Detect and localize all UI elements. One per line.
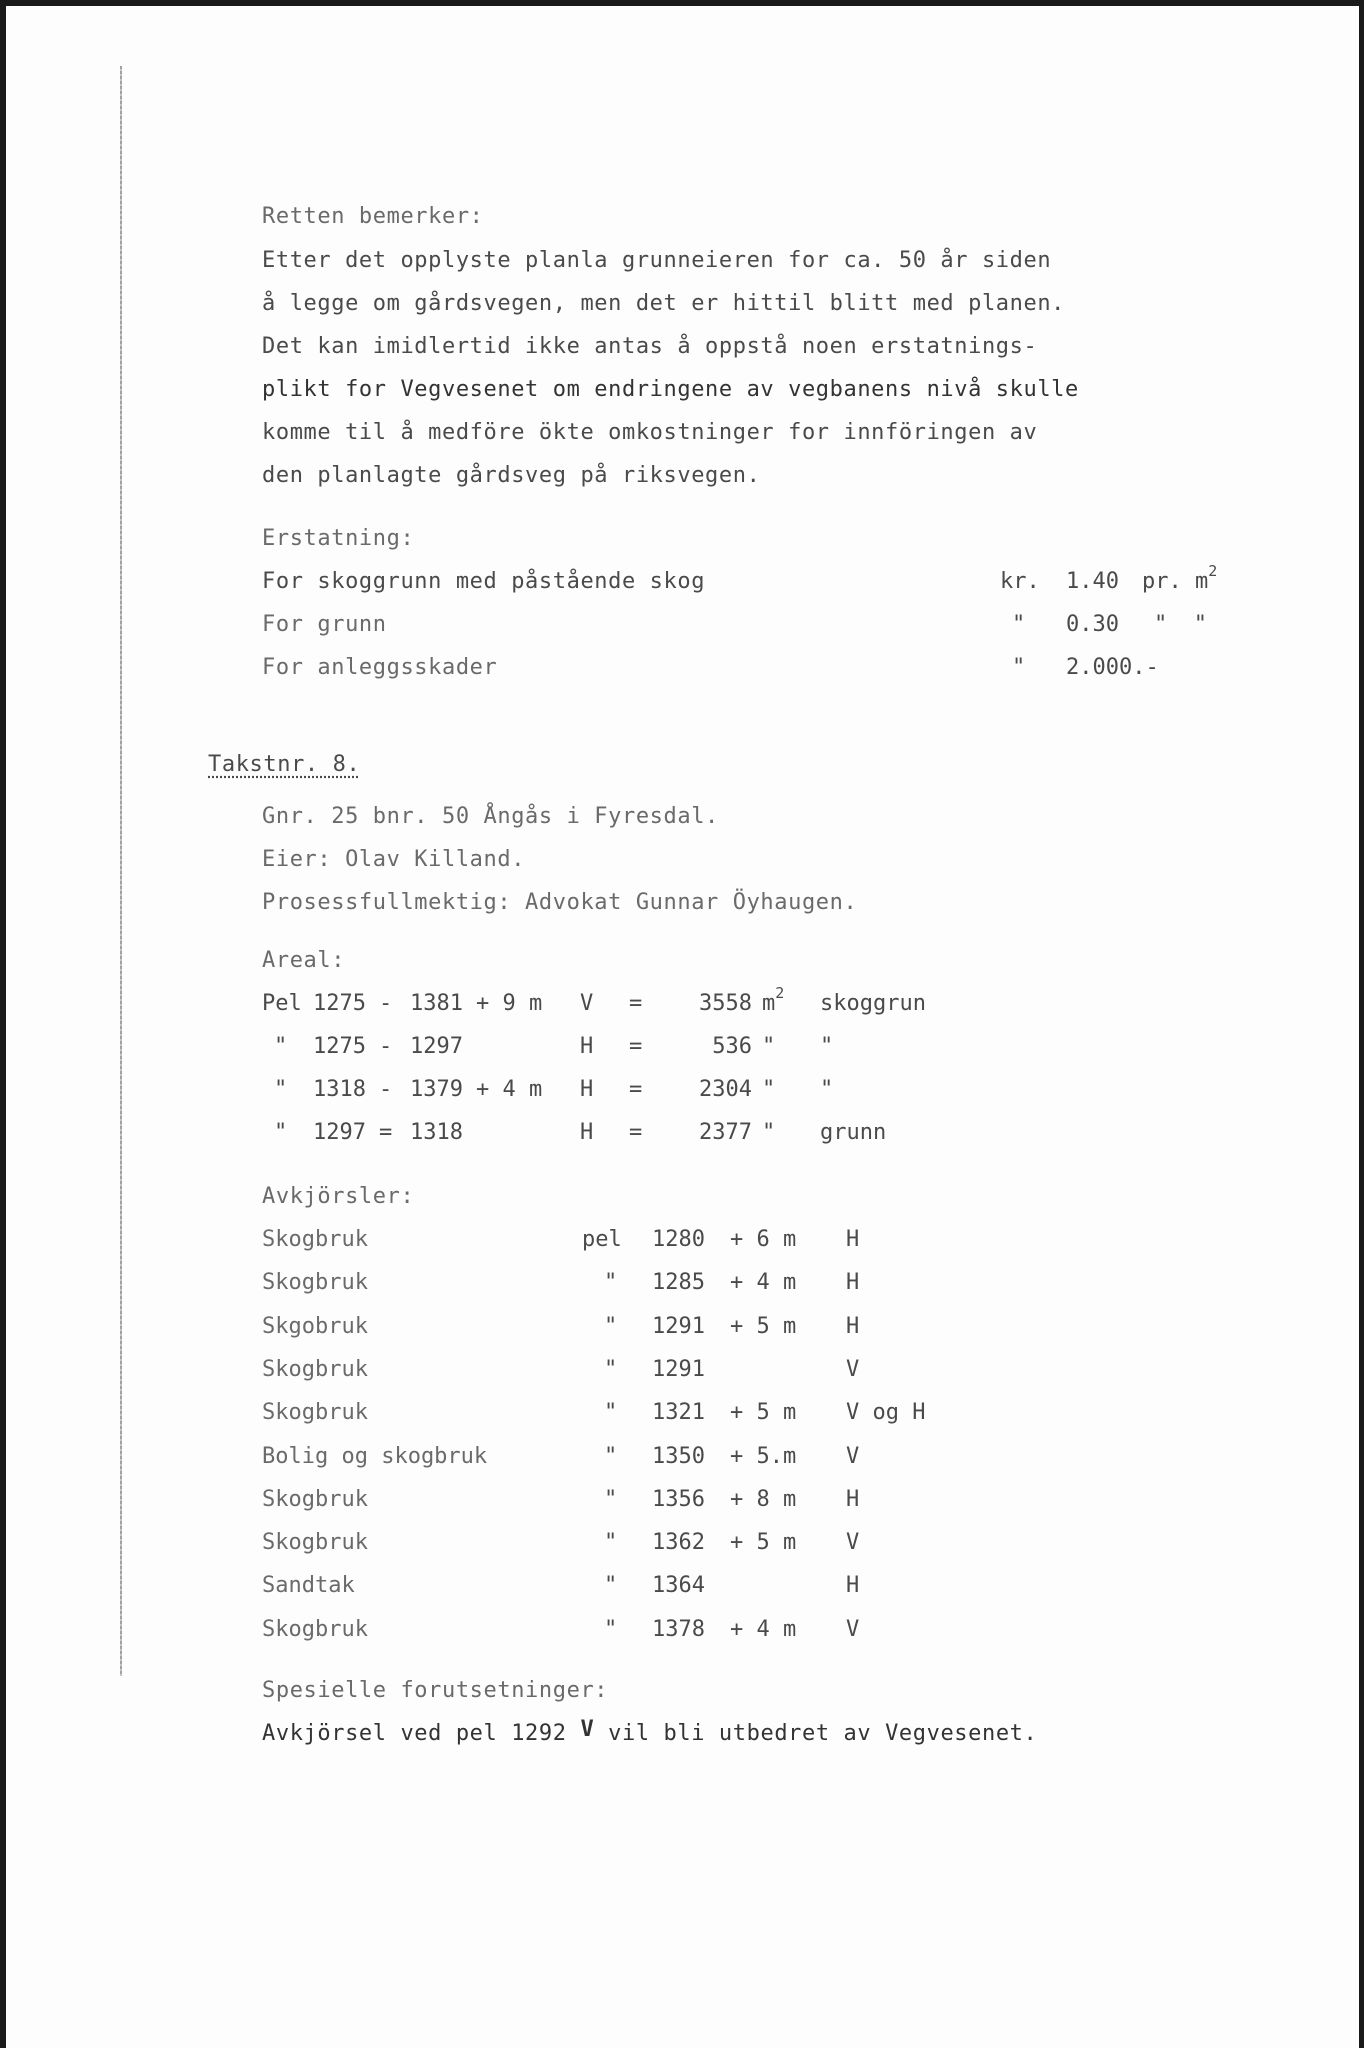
exit-pel: ": [604, 1400, 618, 1426]
area-to: 1318: [410, 1120, 463, 1145]
exit-side: H: [846, 1270, 860, 1296]
exit-side: V: [846, 1356, 860, 1382]
exit-station: 1364: [652, 1573, 705, 1599]
exit-use: Skogbruk: [262, 1270, 368, 1296]
exit-station: 1291: [652, 1356, 705, 1382]
remarks-line: å legge om gårdsvegen, men det er hittil blitt med planen.: [262, 291, 1066, 316]
exit-side: H: [846, 1313, 860, 1339]
exit-station: 1362: [652, 1530, 705, 1556]
area-side: V: [580, 991, 594, 1016]
remarks-line: plikt for Vegvesenet om endringene av vegbanens nivå skulle: [262, 377, 1079, 402]
exit-offset: + 4 m: [730, 1616, 797, 1642]
area-type: ": [820, 1034, 834, 1059]
area-to: 1379: [410, 1077, 463, 1102]
compensation-amount: 2.000.-: [1066, 655, 1159, 680]
area-type: grunn: [820, 1120, 887, 1145]
exit-use: Skgobruk: [262, 1313, 368, 1339]
exit-side: V: [846, 1616, 860, 1642]
exit-station: 1350: [652, 1443, 705, 1469]
area-unit: ": [762, 1034, 776, 1059]
exit-use: Bolig og skogbruk: [262, 1443, 488, 1469]
exit-station: 1378: [652, 1616, 705, 1642]
area-sep: -: [379, 1034, 393, 1059]
compensation-label: For grunn: [262, 612, 387, 637]
remarks-line: Det kan imidlertid ikke antas å oppstå noen erstatnings-: [262, 334, 1038, 359]
area-to: 1297: [410, 1034, 463, 1059]
area-value: 3558: [699, 991, 752, 1016]
exit-use: Sandtak: [262, 1573, 355, 1599]
area-side: H: [580, 1034, 594, 1059]
area-pel: ": [274, 1120, 288, 1145]
area-sep: =: [379, 1120, 393, 1145]
exit-pel: ": [604, 1356, 618, 1382]
remarks-line: komme til å medföre ökte omkostninger for innföringen av: [262, 420, 1038, 445]
area-unit: ": [762, 1077, 776, 1102]
exit-side: H: [846, 1227, 860, 1252]
compensation-unit: " ": [1154, 612, 1207, 637]
superscript: 2: [1208, 562, 1218, 580]
area-heading: Areal:: [262, 948, 346, 973]
area-offset: + 4 m: [476, 1077, 543, 1102]
exit-offset: + 8 m: [730, 1486, 797, 1512]
area-pel: Pel: [262, 991, 302, 1016]
exit-side: H: [846, 1486, 860, 1512]
exit-use: Skogbruk: [262, 1486, 368, 1512]
exit-offset: + 5.m: [730, 1443, 797, 1469]
exit-station: 1291: [652, 1313, 705, 1339]
area-eq: =: [629, 1120, 643, 1145]
exit-use: Skogbruk: [262, 1616, 368, 1642]
margin-line: [120, 66, 122, 1676]
exit-pel: ": [604, 1313, 618, 1339]
compensation-unit: pr. $m^2$: [1142, 562, 1218, 594]
takst-title: Takstnr. 8.: [208, 752, 361, 777]
area-value: 536: [712, 1034, 752, 1059]
remarks-heading: Retten bemerker:: [262, 204, 484, 229]
exit-pel: ": [604, 1443, 618, 1469]
area-value: 2377: [699, 1120, 752, 1145]
area-sep: -: [379, 1077, 393, 1102]
exit-station: 1280: [652, 1227, 705, 1252]
special-heading: Spesielle forutsetninger:: [262, 1678, 609, 1703]
compensation-prefix: ": [1012, 612, 1026, 637]
attorney: Prosessfullmektig: Advokat Gunnar Öyhaugen.: [262, 890, 858, 915]
exit-use: Skogbruk: [262, 1530, 368, 1556]
remarks-line: den planlagte gårdsveg på riksvegen.: [262, 463, 761, 488]
compensation-label: For skoggrunn med påstående skog: [262, 569, 706, 594]
property-id: Gnr. 25 bnr. 50 Ångås i Fyresdal.: [262, 804, 719, 829]
owner: Eier: Olav Killand.: [262, 847, 526, 872]
exit-pel: ": [604, 1573, 618, 1599]
compensation-prefix: ": [1012, 655, 1026, 680]
exit-side: V: [846, 1530, 860, 1556]
area-from: 1297: [313, 1120, 366, 1145]
area-pel: ": [274, 1077, 288, 1102]
area-type: skoggrun: [820, 991, 926, 1016]
exit-side: V: [846, 1443, 860, 1469]
remarks-line: Etter det opplyste planla grunneieren for ca. 50 år siden: [262, 248, 1052, 273]
exit-station: 1356: [652, 1486, 705, 1512]
exit-offset: + 6 m: [730, 1227, 797, 1252]
exit-use: Skogbruk: [262, 1356, 368, 1382]
area-pel: ": [274, 1034, 288, 1059]
area-unit: $m^2$: [762, 984, 785, 1016]
area-to: 1381: [410, 991, 463, 1016]
area-offset: + 9 m: [476, 991, 543, 1016]
superscript: 2: [775, 984, 785, 1002]
document-page: [6, 6, 1359, 2048]
exit-pel: pel: [582, 1227, 622, 1252]
area-side: H: [580, 1120, 594, 1145]
compensation-heading: Erstatning:: [262, 526, 415, 551]
compensation-amount: 0.30: [1066, 612, 1119, 637]
exit-pel: ": [604, 1530, 618, 1556]
area-type: ": [820, 1077, 834, 1102]
exit-pel: ": [604, 1616, 618, 1642]
area-from: 1318: [313, 1077, 366, 1102]
exit-offset: + 4 m: [730, 1270, 797, 1296]
compensation-amount: 1.40: [1066, 569, 1119, 594]
area-eq: =: [629, 1034, 643, 1059]
exit-pel: ": [604, 1270, 618, 1296]
exits-heading: Avkjörsler:: [262, 1184, 415, 1209]
exit-station: 1285: [652, 1270, 705, 1296]
area-unit: ": [762, 1120, 776, 1145]
exit-side: V og H: [846, 1400, 926, 1426]
area-side: H: [580, 1077, 594, 1102]
special-text: Avkjörsel ved pel 1292 V vil bli utbedret av Vegvesenet.: [262, 1717, 1038, 1746]
exit-offset: + 5 m: [730, 1400, 797, 1426]
compensation-prefix: kr.: [1000, 569, 1040, 594]
area-from: 1275: [313, 991, 366, 1016]
area-eq: =: [629, 1077, 643, 1102]
exit-station: 1321: [652, 1400, 705, 1426]
v-mark: V: [580, 1717, 595, 1742]
exit-side: H: [846, 1573, 860, 1599]
area-eq: =: [629, 991, 643, 1016]
exit-use: Skogbruk: [262, 1227, 368, 1252]
exit-use: Skogbruk: [262, 1400, 368, 1426]
compensation-label: For anleggsskader: [262, 655, 498, 680]
exit-pel: ": [604, 1486, 618, 1512]
area-sep: -: [379, 991, 393, 1016]
exit-offset: + 5 m: [730, 1313, 797, 1339]
exit-offset: + 5 m: [730, 1530, 797, 1556]
area-from: 1275: [313, 1034, 366, 1059]
area-value: 2304: [699, 1077, 752, 1102]
